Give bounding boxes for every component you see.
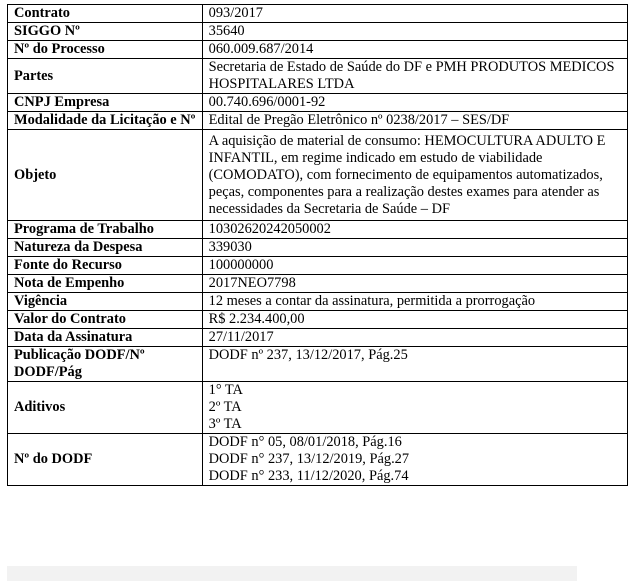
row-natureza-despesa xyxy=(8,239,628,257)
row-valor-contrato xyxy=(8,311,628,329)
label-nota-empenho: Nota de Empenho xyxy=(8,275,203,293)
value-programa-trabalho: 10302620242050002 xyxy=(202,221,627,239)
row-data-assinatura xyxy=(8,329,628,347)
dodf-item: DODF n° 237, 13/12/2019, Pág.27 xyxy=(208,451,410,467)
value-nota-empenho: 2017NEO7798 xyxy=(202,275,627,293)
label-processo: Nº do Processo xyxy=(8,41,203,59)
value-contrato: 093/2017 xyxy=(202,5,627,23)
value-fonte-recurso: 100000000 xyxy=(202,257,627,275)
label-data-assinatura: Data da Assinatura xyxy=(8,329,203,347)
aditivo-item: 1° TA xyxy=(208,382,243,398)
value-processo: 060.009.687/2014 xyxy=(202,41,627,59)
label-contrato: Contrato xyxy=(8,5,203,23)
row-dodf xyxy=(8,434,628,486)
label-modalidade: Modalidade da Licitação e Nº xyxy=(8,112,203,130)
value-cnpj: 00.740.696/0001-92 xyxy=(202,94,627,112)
row-publicacao xyxy=(8,347,628,382)
label-natureza-despesa: Natureza da Despesa xyxy=(8,239,203,257)
value-vigencia: 12 meses a contar da assinatura, permitida a prorrogação xyxy=(202,293,627,311)
label-valor-contrato: Valor do Contrato xyxy=(8,311,203,329)
row-objeto xyxy=(8,130,628,221)
label-siggo: SIGGO Nº xyxy=(8,23,203,41)
dodf-item: DODF n° 233, 11/12/2020, Pág.74 xyxy=(208,468,409,484)
label-publicacao: Publicação DODF/Nº DODF/Pág xyxy=(8,347,203,382)
row-partes xyxy=(8,59,628,94)
value-aditivos xyxy=(202,382,627,434)
label-fonte-recurso: Fonte do Recurso xyxy=(8,257,203,275)
row-programa-trabalho xyxy=(8,221,628,239)
value-natureza-despesa: 339030 xyxy=(202,239,627,257)
row-contrato xyxy=(8,5,628,23)
row-modalidade xyxy=(8,112,628,130)
value-partes: Secretaria de Estado de Saúde do DF e PMH PRODUTOS MEDICOS HOSPITALARES LTDA xyxy=(202,59,627,94)
aditivo-item: 2º TA xyxy=(208,399,242,415)
row-siggo xyxy=(8,23,628,41)
value-dodf xyxy=(202,434,627,486)
row-cnpj xyxy=(8,94,628,112)
label-cnpj: CNPJ Empresa xyxy=(8,94,203,112)
aditivo-item: 3º TA xyxy=(208,416,242,432)
label-vigencia: Vigência xyxy=(8,293,203,311)
value-data-assinatura: 27/11/2017 xyxy=(202,329,627,347)
label-programa-trabalho: Programa de Trabalho xyxy=(8,221,203,239)
contract-table xyxy=(7,4,628,486)
row-vigencia xyxy=(8,293,628,311)
label-objeto: Objeto xyxy=(8,130,203,221)
dodf-item: DODF n° 05, 08/01/2018, Pág.16 xyxy=(208,434,402,450)
footer-strip xyxy=(7,566,577,581)
value-objeto: A aquisição de material de consumo: HEMOCULTURA ADULTO E INFANTIL, em regime indicado em estudo de viabilidade (COMODATO), com fornecimento de equipamentos automatizados, peças, componentes para a realização destes exames para atender as necessidades da Secretaria de Saúde – DF xyxy=(202,130,627,221)
label-partes: Partes xyxy=(8,59,203,94)
value-siggo: 35640 xyxy=(202,23,627,41)
row-processo xyxy=(8,41,628,59)
label-dodf: Nº do DODF xyxy=(8,434,203,486)
value-modalidade: Edital de Pregão Eletrônico nº 0238/2017 – SES/DF xyxy=(202,112,627,130)
row-fonte-recurso xyxy=(8,257,628,275)
label-aditivos: Aditivos xyxy=(8,382,203,434)
contract-summary-sheet xyxy=(7,4,629,486)
value-publicacao: DODF nº 237, 13/12/2017, Pág.25 xyxy=(202,347,627,382)
row-nota-empenho xyxy=(8,275,628,293)
value-valor-contrato: R$ 2.234.400,00 xyxy=(202,311,627,329)
row-aditivos xyxy=(8,382,628,434)
